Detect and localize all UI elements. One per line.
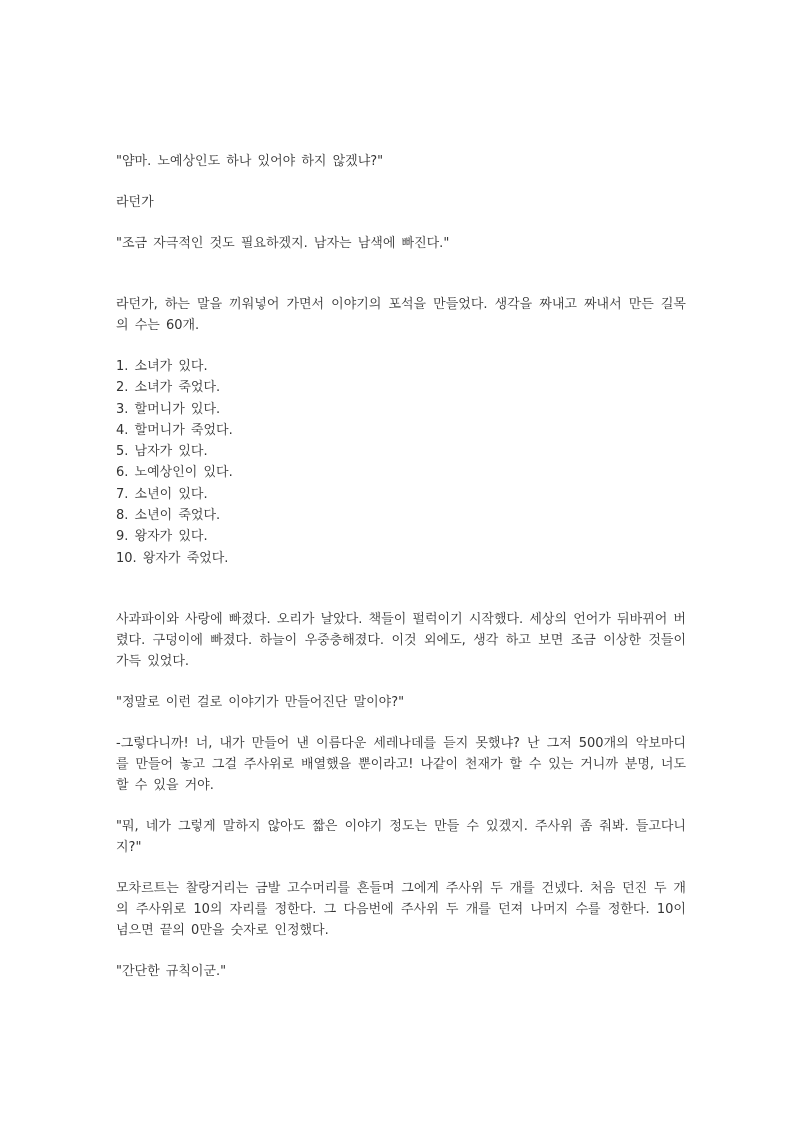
dialogue-paragraph: "얌마. 노예상인도 하나 있어야 하지 않겠냐?" [116,154,384,169]
list-item: 8. 소년이 죽었다. [116,508,221,524]
list-item: 4. 할머니가 죽었다. [116,422,233,438]
list-item: 3. 할머니가 있다. [116,401,221,417]
numbered-list [116,356,686,569]
dialogue-paragraph: "간단한 규칙이군." [116,963,227,979]
narration-paragraph: 사과파이와 사랑에 빠졌다. 오리가 날았다. 책들이 펄럭이기 시작했다. 세상의 언어가 뒤바뀌어 버렸다. 구덩이에 빠졌다. 하늘이 우중충해졌다. 이것 외에도, 생각 하고 보면 조금 이상한 것들이 가득 있었다. [116,611,686,669]
dialogue-paragraph: "뭐, 네가 그렇게 말하지 않아도 짧은 이야기 정도는 만들 수 있겠지. 주사위 좀 줘봐. 들고다니지?" [116,818,686,855]
narration-paragraph: 라던가 [116,195,154,210]
list-item: 1. 소녀가 있다. [116,359,208,374]
dialogue-paragraph: "조금 자극적인 것도 필요하겠지. 남자는 남색에 빠진다." [116,236,450,251]
narration-paragraph: 모차르트는 찰랑거리는 금발 고수머리를 흔들며 그에게 주사위 두 개를 건넸다. 처음 던진 두 개의 주사위로 10의 자리를 정한다. 그 다음번에 주사위 두 개를 던져 나머지 수를 정한다. 10이 넘으면 끝의 0만을 숫자로 인정했다. [116,880,686,938]
list-item: 2. 소녀가 죽었다. [116,380,221,396]
narration-paragraph: 라던가, 하는 말을 끼워넣어 가면서 이야기의 포석을 만들었다. 생각을 짜내고 짜내서 만든 길목의 수는 60개. [116,297,686,333]
list-item: 6. 노예상인이 있다. [116,465,233,481]
list-item: 9. 왕자가 있다. [116,529,208,545]
list-item: 7. 소년이 있다. [116,486,208,502]
dialogue-paragraph: "정말로 이런 걸로 이야기가 만들어진단 말이야?" [116,694,405,710]
list-item: 10. 왕자가 죽었다. [116,550,229,566]
document-page [116,151,686,982]
dialogue-paragraph: -그렇다니까! 너, 내가 만들어 낸 이름다운 세레나데를 듣지 못했냐? 난 그저 500개의 악보마디를 만들어 놓고 그걸 주사위로 배열했을 뿐이라고! 나같이 천재가 할 수 있는 거니까 분명, 너도 할 수 있을 거야. [116,735,686,793]
list-item: 5. 남자가 있다. [116,444,208,460]
